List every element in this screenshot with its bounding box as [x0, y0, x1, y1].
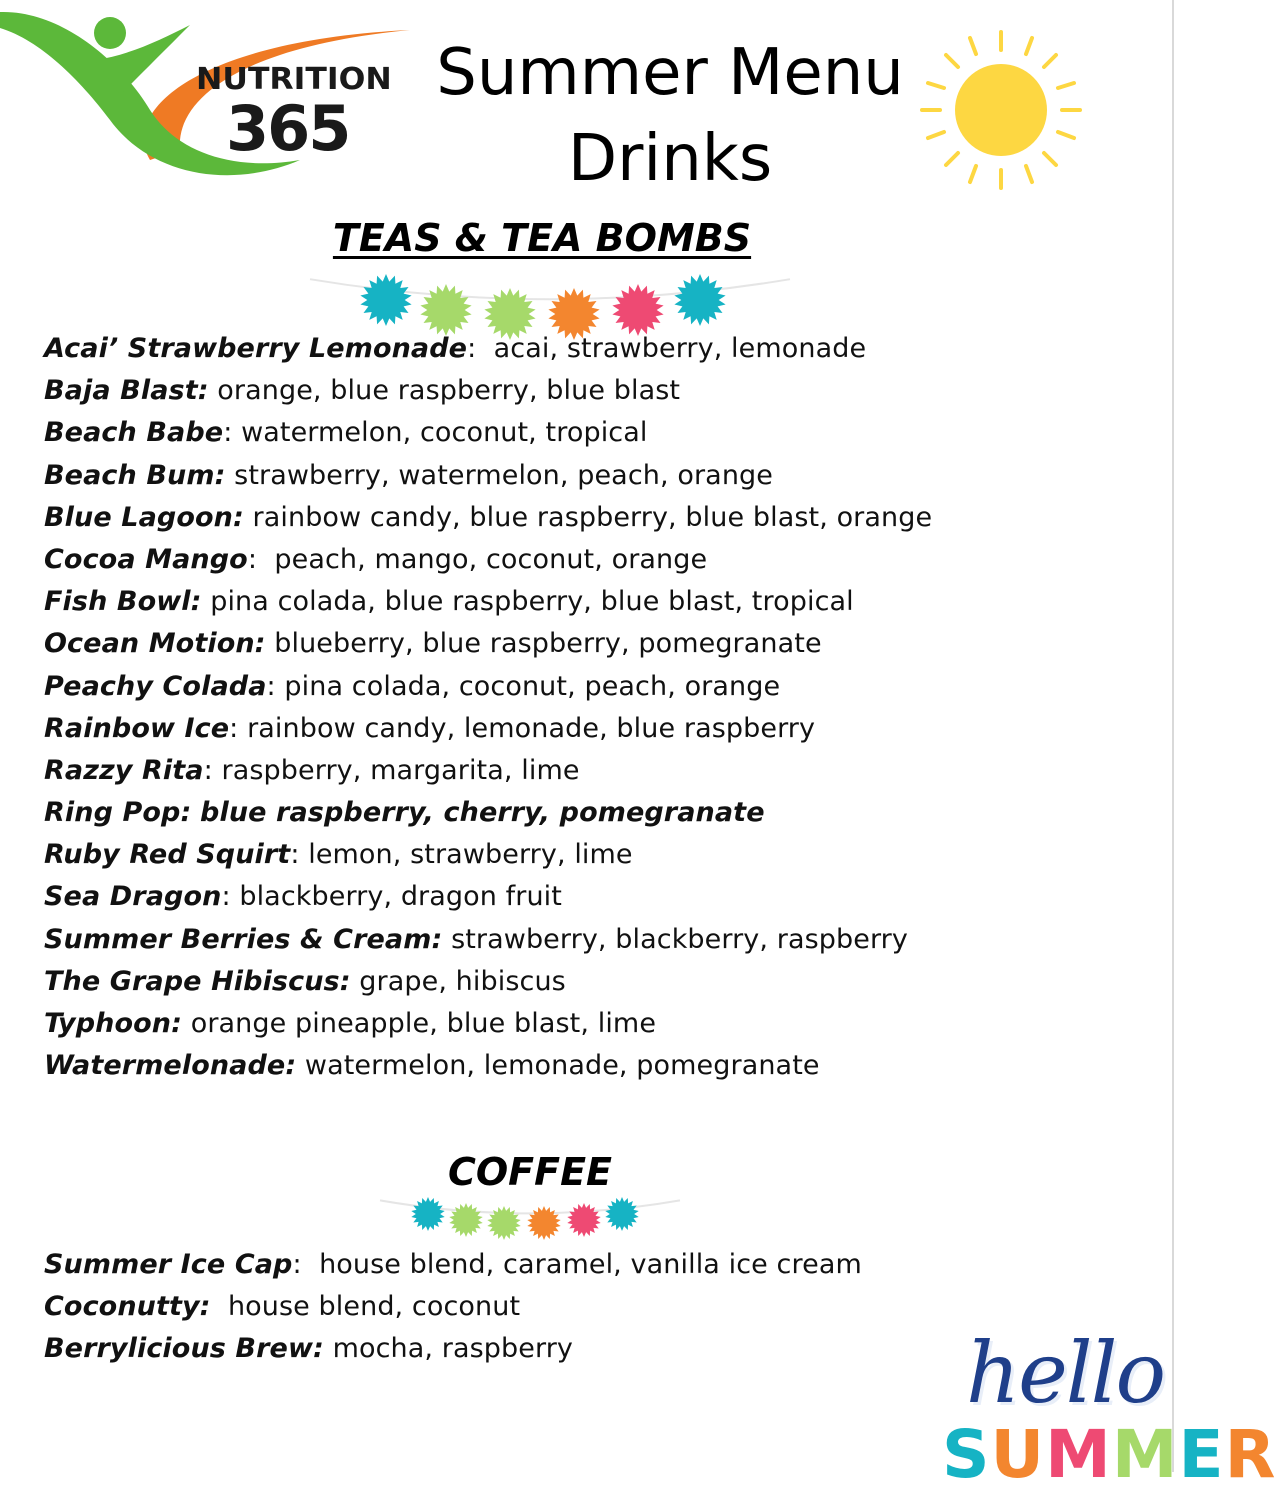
starburst-icon [674, 274, 725, 326]
separator: : [223, 417, 242, 449]
sticker-letter: M [1045, 1416, 1112, 1493]
teas-menu-list [44, 328, 932, 1087]
coffee-heading: COFFEE [447, 1150, 613, 1194]
menu-item [44, 1244, 862, 1286]
page-title [420, 30, 920, 202]
separator: : [229, 712, 248, 744]
menu-item [44, 328, 932, 370]
page-edge [1172, 0, 1174, 1472]
title-line-1: Summer Menu [436, 36, 904, 110]
separator [296, 1050, 305, 1081]
menu-item [44, 792, 932, 834]
menu-item [44, 919, 932, 961]
menu-item [44, 876, 932, 918]
menu-item [44, 750, 932, 792]
separator: : [290, 839, 309, 871]
menu-item [44, 412, 932, 454]
menu-item [44, 497, 932, 539]
drink-flavors: grape, hibiscus [359, 965, 566, 997]
sticker-letter: S [942, 1416, 991, 1493]
drink-name: Cocoa Mango [44, 543, 248, 575]
drink-flavors: blackberry, dragon fruit [239, 881, 562, 913]
drink-name: Rainbow Ice [44, 712, 230, 744]
menu-item [44, 623, 932, 665]
hello-summer-sticker [938, 1324, 1276, 1493]
menu-item [44, 455, 932, 497]
drink-name: Coconutty: [44, 1291, 211, 1323]
drink-name: Blue Lagoon: [44, 501, 244, 533]
drink-name: Fish Bowl: [44, 586, 202, 618]
sticker-summer-text [942, 1416, 1276, 1493]
starburst-icon [360, 274, 411, 326]
starburst-icon [527, 1206, 560, 1240]
drink-flavors: house blend, coconut [227, 1291, 521, 1323]
menu-item [44, 1286, 862, 1328]
separator [442, 924, 451, 955]
separator: : [203, 754, 222, 786]
separator [191, 797, 200, 828]
separator: : [467, 333, 494, 364]
separator [244, 502, 253, 533]
sticker-letter: U [990, 1416, 1046, 1493]
separator: : [247, 543, 275, 575]
sticker-letter: M [1111, 1416, 1179, 1493]
sun-icon [918, 28, 1088, 198]
sticker-letter: R [1224, 1416, 1276, 1493]
separator: : [266, 670, 285, 702]
menu-item [44, 1328, 862, 1370]
menu-item [44, 708, 932, 750]
drink-flavors: mocha, raspberry [332, 1333, 573, 1365]
drink-flavors: rainbow candy, lemonade, blue raspberry [247, 712, 816, 744]
drink-name: Sea Dragon [44, 881, 222, 913]
drink-flavors: watermelon, coconut, tropical [241, 417, 648, 449]
drink-name: Razzy Rita [44, 754, 204, 786]
drink-flavors: lemon, strawberry, lime [308, 839, 633, 871]
drink-name: Berrylicious Brew: [44, 1333, 324, 1365]
menu-item [44, 539, 932, 581]
drink-flavors: house blend, caramel, vanilla ice cream [319, 1249, 862, 1280]
drink-flavors: pina colada, coconut, peach, orange [284, 670, 781, 702]
drink-flavors: peach, mango, coconut, orange [274, 543, 708, 575]
drink-flavors: blue raspberry, cherry, pomegranate [200, 797, 765, 829]
separator [266, 628, 275, 659]
teas-heading: TEAS & TEA BOMBS [332, 216, 752, 260]
drink-flavors: strawberry, blackberry, raspberry [451, 923, 908, 955]
menu-item [44, 1003, 932, 1045]
nutrition-365-logo [0, 0, 420, 185]
drink-name: Summer Ice Cap [44, 1249, 293, 1280]
sticker-hello-text: hello [966, 1324, 1165, 1422]
separator [225, 460, 234, 491]
drink-name: Beach Babe [44, 417, 224, 449]
starburst-icon [411, 1197, 444, 1231]
drink-name: Typhoon: [44, 1008, 183, 1039]
menu-item [44, 1045, 932, 1087]
drink-name: Acai’ Strawberry Lemonade [44, 333, 468, 364]
menu-item [44, 370, 932, 412]
separator [324, 1333, 333, 1364]
separator: : [221, 881, 240, 913]
starburst-icon [605, 1197, 638, 1231]
logo-number: 365 [226, 92, 350, 165]
starburst-icon [449, 1203, 482, 1237]
garland-decoration-icon [380, 1190, 680, 1240]
drink-flavors: acai, strawberry, lemonade [493, 333, 867, 364]
coffee-menu-list [44, 1244, 862, 1371]
drink-name: The Grape Hibiscus: [44, 965, 351, 997]
separator [202, 586, 211, 617]
starburst-icon [487, 1206, 520, 1240]
menu-item [44, 834, 932, 876]
drink-name: Watermelonade: [44, 1050, 297, 1082]
drink-flavors: blueberry, blue raspberry, pomegranate [274, 628, 822, 660]
title-line-2: Drinks [567, 122, 773, 196]
separator [351, 966, 360, 997]
drink-flavors: orange pineapple, blue blast, lime [190, 1008, 657, 1039]
menu-item [44, 581, 932, 623]
starburst-icon [567, 1203, 600, 1237]
drink-name: Beach Bum: [44, 459, 226, 491]
drink-name: Ocean Motion: [44, 628, 266, 660]
drink-flavors: watermelon, lemonade, pomegranate [304, 1050, 820, 1082]
menu-item [44, 666, 932, 708]
separator [209, 375, 218, 406]
logo-word: NUTRITION [196, 62, 392, 97]
separator [211, 1291, 228, 1322]
drink-flavors: pina colada, blue raspberry, blue blast, tropical [210, 586, 854, 618]
separator: : [292, 1249, 320, 1280]
drink-name: Ring Pop: [44, 797, 192, 829]
drink-name: Peachy Colada [44, 670, 267, 702]
drink-flavors: rainbow candy, blue raspberry, blue blast, orange [252, 501, 933, 533]
drink-name: Ruby Red Squirt [44, 839, 291, 871]
menu-item [44, 961, 932, 1003]
drink-flavors: raspberry, margarita, lime [221, 754, 580, 786]
sticker-letter: E [1178, 1416, 1225, 1493]
drink-name: Summer Berries & Cream: [44, 923, 443, 955]
drink-flavors: strawberry, watermelon, peach, orange [234, 459, 773, 491]
drink-name: Baja Blast: [44, 375, 209, 407]
drink-flavors: orange, blue raspberry, blue blast [217, 375, 681, 407]
separator [182, 1008, 191, 1039]
